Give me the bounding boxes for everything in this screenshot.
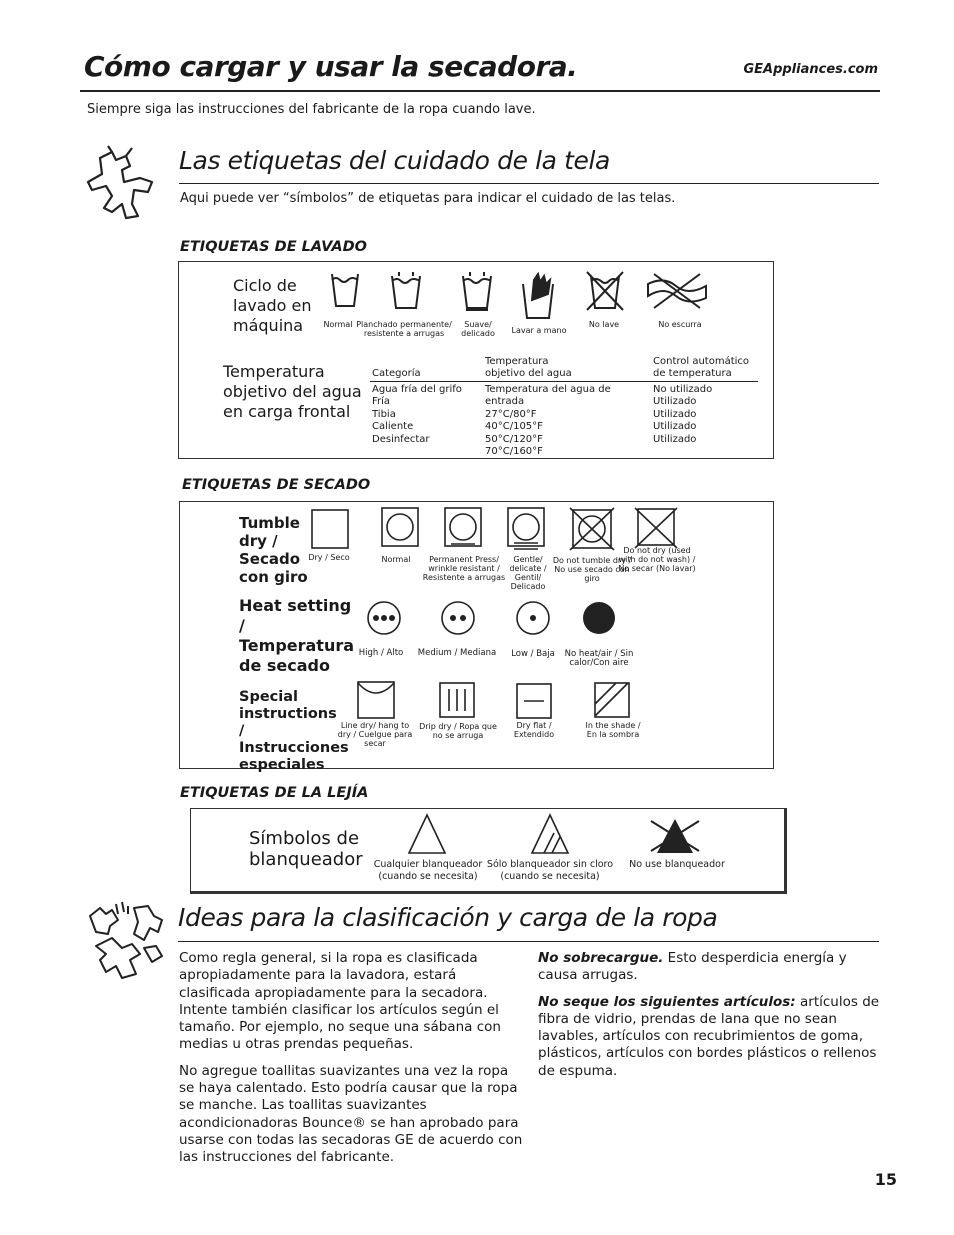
header-rule [80,90,880,92]
heat-symbol-label: High / Alto [358,648,404,658]
ideas-paragraph: No agregue toallitas suavizantes una vez la ropa se haya calentado. Esto podría causar que la ropa se manche. Las toallitas suavizantes acondicionadoras Bounce® se han aprobado para usarse con todas las secadoras GE de acuerdo con las instrucciones del fabricante. [179,1062,523,1166]
table-header-target-temp: Temperatura objetivo del agua [485,356,572,380]
tumble-symbol-label: Do not dry (used with do not wash) / No secar (No lavar) [618,546,696,573]
do-not-wring-icon [644,270,710,310]
no-heat-icon [581,600,617,636]
page-number: 15 [874,1170,897,1189]
dry-heading: ETIQUETAS DE SECADO [182,477,371,493]
high-heat-icon [366,600,402,636]
table-col-category: Agua fría del grifo Fría Tibia Caliente Desinfectar [372,384,462,445]
do-not-tumble-dry-icon [569,507,615,551]
machine-wash-label: Ciclo de lavado en máquina [233,276,312,335]
clothing-pile-icon [82,898,168,984]
intro-text: Siempre siga las instrucciones del fabricante de la ropa cuando lave. [87,102,536,117]
ideas-left-column [179,950,524,1176]
wash-symbol-label: Normal [323,320,353,329]
water-temp-label: Temperatura objetivo del agua en carga frontal [223,362,362,421]
ideas-paragraph: No seque los siguientes artículos: artículos de fibra de vidrio, prendas de lana que no sean lavables, artículos con recubrimientos de goma, plásticos, artículos con bordes plásticos o rellenos de espuma. [538,993,880,1079]
heat-setting-label: Heat setting / Temperatura de secado [239,596,355,675]
bleach-heading: ETIQUETAS DE LA LEJÍA [180,785,369,801]
heat-symbol-label: No heat/air / Sin calor/Con aire [564,649,634,668]
table-col-target-temp: Temperatura del agua de entrada 27°C/80°F 40°C/105°F 50°C/120°F 70°C/160°F [485,384,611,458]
heat-symbol-label: Medium / Mediana [417,648,497,658]
tumble-normal-icon [381,507,419,547]
wash-heading: ETIQUETAS DE LAVADO [180,239,367,255]
wash-permanent-press-icon [389,270,423,312]
tumble-delicate-icon [507,507,545,551]
ideas-section-title: Ideas para la clasificación y carga de la ropa [178,903,718,932]
heat-symbol-label: Low / Baja [511,649,555,659]
tumble-dry-label: Tumble dry / Secado con giro [239,514,308,586]
ideas-section-rule [178,941,879,942]
tumble-symbol-label: Do not tumble dry / No use secado con giro [552,556,632,583]
do-not-wash-icon [585,268,625,312]
page-title: Cómo cargar y usar la secadora. [84,50,578,83]
ideas-paragraph: Como regla general, si la ropa es clasificada apropiadamente para la lavadora, estará clasificada apropiadamente para la secadora. Intente también clasificar los artículos según el tamaño. Por ejemplo, no seque una sábana con medias u otras prendas pequeñas. [179,950,501,1053]
clothing-icon [82,142,162,222]
dry-flat-icon [516,683,552,719]
wash-symbol-label: Planchado permanente/ resistente a arrugas [356,320,452,338]
table-col-auto-temp: No utilizado Utilizado Utilizado Utilizado Utilizado [653,384,713,445]
special-symbol-label: Drip dry / Ropa que no se arruga [419,722,497,740]
tumble-symbol-label: Gentle/ delicate / Gentil/ Delicado [509,555,547,591]
wash-symbol-label: Suave/ delicado [461,320,495,338]
do-not-dry-icon [634,507,678,549]
tumble-symbol-label: Permanent Press/ wrinkle resistant / Resistente a arrugas [422,555,506,582]
care-section-rule [179,183,879,184]
table-header-auto-temp: Control automático de temperatura [653,356,750,380]
wash-symbol-label: Lavar a mano [511,326,567,335]
bleach-symbol-label: Cualquier blanqueador (cuando se necesita) [373,859,483,882]
bleach-symbol-label: No use blanqueador [629,859,725,870]
special-symbol-label: Line dry/ hang to dry / Cuelgue para secar [337,721,413,748]
tumble-symbol-label: Dry / Seco [308,553,350,562]
dry-in-shade-icon [594,682,630,718]
any-bleach-icon [407,813,447,855]
bleach-symbols-label: Símbolos de blanqueador [249,828,363,870]
wash-normal-icon [330,270,360,310]
hand-wash-icon [520,270,556,322]
ideas-right-column [538,950,880,1089]
medium-heat-icon [440,600,476,636]
special-symbol-label: In the shade / En la sombra [585,721,641,739]
care-section-title: Las etiquetas del cuidado de la tela [179,146,610,175]
wash-delicate-icon [460,270,494,312]
wash-symbol-label: No lave [588,320,620,329]
ideas-paragraph: No sobrecargue. Esto desperdicia energía y causa arrugas. [538,950,847,984]
website-link[interactable]: GEAppliances.com [743,62,878,77]
bleach-symbol-label: Sólo blanqueador sin cloro (cuando se necesita) [486,859,614,882]
low-heat-icon [515,600,551,636]
table-header-category: Categoría [372,368,421,379]
non-chlorine-bleach-icon [530,813,570,855]
special-instructions-label: Special instructions / Instrucciones especiales [239,689,349,773]
drip-dry-icon [439,682,475,718]
dry-square-icon [311,509,349,549]
special-symbol-label: Dry flat / Extendido [513,721,555,739]
tumble-symbol-label: Normal [381,555,411,564]
wash-symbol-label: No escurra [658,320,702,329]
tumble-permanent-press-icon [444,507,482,547]
line-dry-icon [357,681,395,719]
table-rule [370,381,758,382]
no-bleach-icon [647,815,703,855]
care-section-subtitle: Aqui puede ver “símbolos” de etiquetas para indicar el cuidado de las telas. [180,191,676,206]
